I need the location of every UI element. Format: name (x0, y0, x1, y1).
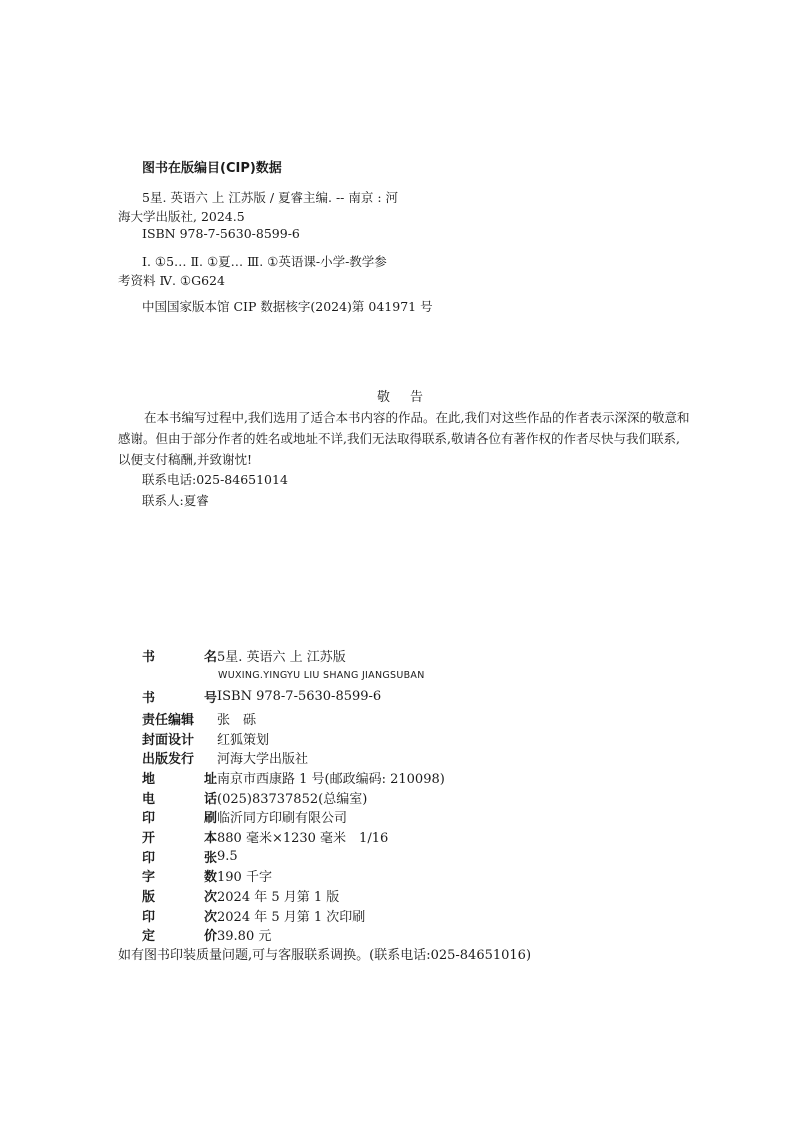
book-info-key: 出版发行 (142, 751, 195, 767)
book-info-row (142, 645, 346, 665)
book-info-key: 电 话 (142, 791, 217, 807)
book-info-row (142, 885, 339, 905)
book-info-row (142, 787, 367, 807)
notice-paragraph: 在本书编写过程中,我们选用了适合本书内容的作品。在此,我们对这些作品的作者表示深深的敬意和感谢。但由于部分作者的姓名或地址不详,我们无法取得联系,敬请各位有著作权的作者尽快与我们联系,以便支付稿酬,并致谢忱! (118, 410, 690, 467)
book-info-key: 定 价 (142, 928, 217, 944)
book-info-key: 开 本 (142, 830, 217, 846)
book-info-value: 临沂同方印刷有限公司 (217, 810, 348, 826)
book-info-key: 印 次 (142, 909, 217, 925)
quality-notice: 如有图书印装质量问题,可与客服联系调换。(联系电话:025-84651016) (118, 948, 532, 963)
cip-line-1: 5星. 英语六 上 江苏版 / 夏睿主编. -- 南京 : 河 (142, 190, 399, 205)
book-info-key: 地 址 (142, 771, 217, 787)
book-title-pinyin: WUXING.YINGYU LIU SHANG JIANGSUBAN (218, 670, 425, 681)
cip-approval-number: 中国国家版本馆 CIP 数据核字(2024)第 041971 号 (142, 299, 433, 314)
cip-line-5: 考资料 Ⅳ. ①G624 (118, 273, 225, 288)
cip-line-4: Ⅰ. ①5… Ⅱ. ①夏… Ⅲ. ①英语课-小学-教学参 (142, 254, 387, 269)
book-info-row (142, 846, 238, 866)
book-info-value: 39.80 元 (217, 928, 272, 944)
book-info-value: 南京市西康路 1 号(邮政编码: 210098) (217, 771, 445, 787)
notice-title: 敬告 (377, 390, 444, 405)
book-info-value: (025)83737852(总编室) (217, 791, 368, 807)
book-info-value: 2024 年 5 月第 1 次印刷 (217, 909, 366, 925)
notice-contact: 联系人:夏睿 (142, 493, 209, 508)
book-info-row (142, 686, 381, 706)
book-info-row (142, 767, 445, 787)
book-info-value: 5星. 英语六 上 江苏版 (217, 649, 346, 665)
book-info-value: 9.5 (217, 848, 238, 864)
book-info-row (142, 924, 271, 944)
book-info-value: 红狐策划 (217, 732, 270, 748)
book-info-value: 张 砾 (217, 712, 257, 728)
book-info-key: 字 数 (142, 869, 217, 885)
book-info-key: 印 刷 (142, 810, 217, 826)
book-info-value: 190 千字 (217, 869, 272, 885)
book-info-row (142, 708, 256, 728)
book-info-key: 责任编辑 (142, 712, 195, 728)
book-info-key: 书 号 (142, 690, 217, 706)
book-info-value: 河海大学出版社 (217, 751, 309, 767)
book-info-key: 封面设计 (142, 732, 195, 748)
cip-line-2: 海大学出版社, 2024.5 (118, 209, 245, 224)
book-info-row (142, 826, 388, 846)
book-info-row (142, 865, 272, 885)
cip-title: 图书在版编目(CIP)数据 (142, 161, 282, 176)
book-info-value: 2024 年 5 月第 1 版 (217, 889, 340, 905)
book-info-value: 880 毫米×1230 毫米 1/16 (217, 830, 389, 846)
cip-isbn-line: ISBN 978-7-5630-8599-6 (142, 226, 300, 241)
book-info-value: ISBN 978-7-5630-8599-6 (217, 688, 382, 704)
book-info-key: 印 张 (142, 850, 217, 866)
book-info-row (142, 905, 365, 925)
book-info-key: 书 名 (142, 649, 217, 665)
book-info-row (142, 806, 347, 826)
book-info-row (142, 728, 269, 748)
notice-phone: 联系电话:025-84651014 (142, 472, 288, 487)
book-info-key: 版 次 (142, 889, 217, 905)
book-info-row (142, 747, 308, 767)
